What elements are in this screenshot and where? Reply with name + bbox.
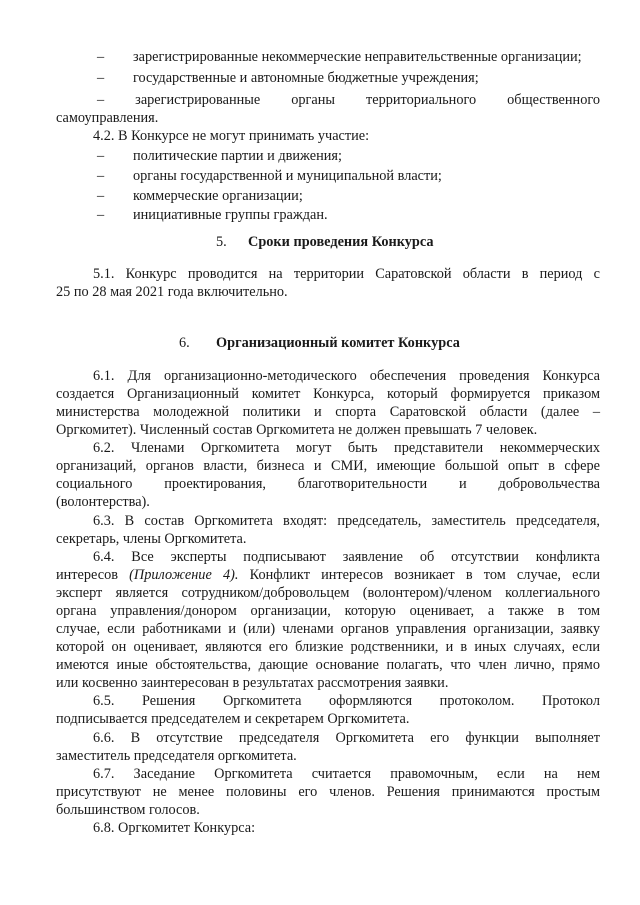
paragraph-6-2: социального проектирования, благотворительности и добровольчества [56, 476, 600, 492]
list-item: органы государственной и муниципальной власти; [133, 168, 442, 184]
list-dash: – [97, 49, 105, 65]
paragraph-6-2: организаций, органов власти, бизнеса и СМИ, имеющие большой опыт в сфере [56, 458, 600, 474]
paragraph-6-5: подписывается председателем и секретарем Оргкомитета. [56, 711, 410, 727]
paragraph-6-8: 6.8. Оргкомитет Конкурса: [93, 820, 256, 836]
paragraph-6-4: органа управления/донором организации, которую оценивает, а также в том [56, 603, 600, 619]
paragraph-6-6: 6.6. В отсутствие председателя Оргкомитета его функции выполняет [93, 730, 600, 746]
paragraph-6-1: министерства молодежной политики и спорта Саратовской области (далее – [56, 404, 600, 420]
paragraph-5-1-continuation: 25 по 28 мая 2021 года включительно. [56, 284, 288, 300]
paragraph-6-4-text: Конфликт интересов возникает в том случае, если [238, 567, 600, 583]
paragraph-6-2: (волонтерства). [56, 494, 150, 510]
paragraph-6-4: эксперт является сотрудником/добровольцем (волонтером)/членом коллегиального [56, 585, 600, 601]
list-dash: – [97, 207, 105, 223]
list-item: политические партии и движения; [133, 148, 342, 164]
paragraph-6-4: имеются иные обстоятельства, дающие основание полагать, что член лично, прямо [56, 657, 600, 673]
list-item: государственные и автономные бюджетные учреждения; [133, 70, 479, 86]
list-item-continuation: самоуправления. [56, 110, 159, 126]
paragraph-6-4-text: интересов [56, 567, 130, 583]
list-dash: – [97, 188, 105, 204]
paragraph-6-7: 6.7. Заседание Оргкомитета считается правомочным, если на нем [93, 766, 600, 782]
paragraph-6-6: заместитель председателя оргкомитета. [56, 748, 297, 764]
paragraph-6-1: Оргкомитет). Численный состав Оргкомитета не должен превышать 7 человек. [56, 422, 538, 438]
paragraph-6-4: 6.4. Все эксперты подписывают заявление об отсутствии конфликта [93, 549, 600, 565]
paragraph-6-1: 6.1. Для организационно-методического обеспечения проведения Конкурса [93, 368, 600, 384]
list-item: – зарегистрированные органы территориального общественного [97, 92, 600, 108]
paragraph-6-1: создается Организационный комитет Конкурса, который формируется приказом [56, 386, 600, 402]
paragraph-6-3: секретарь, члены Оргкомитета. [56, 531, 247, 547]
paragraph-6-3: 6.3. В состав Оргкомитета входят: председатель, заместитель председателя, [93, 513, 600, 529]
list-item: коммерческие организации; [133, 188, 303, 204]
paragraph-6-4: которой он оценивает, являются его близкие родственники, и в иных случаях, если [56, 639, 600, 655]
paragraph-6-4: случае, если работниками и (или) членами органов управления организации, заявку [56, 621, 600, 637]
list-item: зарегистрированные некоммерческие неправительственные организации; [133, 49, 582, 65]
section-5-title: Сроки проведения Конкурса [248, 234, 434, 250]
paragraph-5-1: 5.1. Конкурс проводится на территории Саратовской области в период с [93, 266, 600, 282]
paragraph-6-7: присутствуют не менее половины его членов. Решения принимаются простым [56, 784, 600, 800]
paragraph-6-2: 6.2. Членами Оргкомитета могут быть представители некоммерческих [93, 440, 600, 456]
paragraph-6-5: 6.5. Решения Оргкомитета оформляются протоколом. Протокол [93, 693, 600, 709]
section-6-number: 6. [179, 335, 190, 351]
section-5-number: 5. [216, 234, 227, 250]
list-dash: – [97, 168, 105, 184]
section-6-title: Организационный комитет Конкурса [216, 335, 460, 351]
paragraph-6-7: большинством голосов. [56, 802, 200, 818]
appendix-reference: (Приложение 4). [129, 567, 239, 583]
paragraph-4-2: 4.2. В Конкурсе не могут принимать участие: [93, 128, 370, 144]
list-dash: – [97, 148, 105, 164]
list-dash: – [97, 70, 105, 86]
paragraph-6-4 [56, 566, 600, 584]
list-item: инициативные группы граждан. [133, 207, 328, 223]
paragraph-6-4: или косвенно заинтересован в результатах рассмотрения заявки. [56, 675, 449, 691]
